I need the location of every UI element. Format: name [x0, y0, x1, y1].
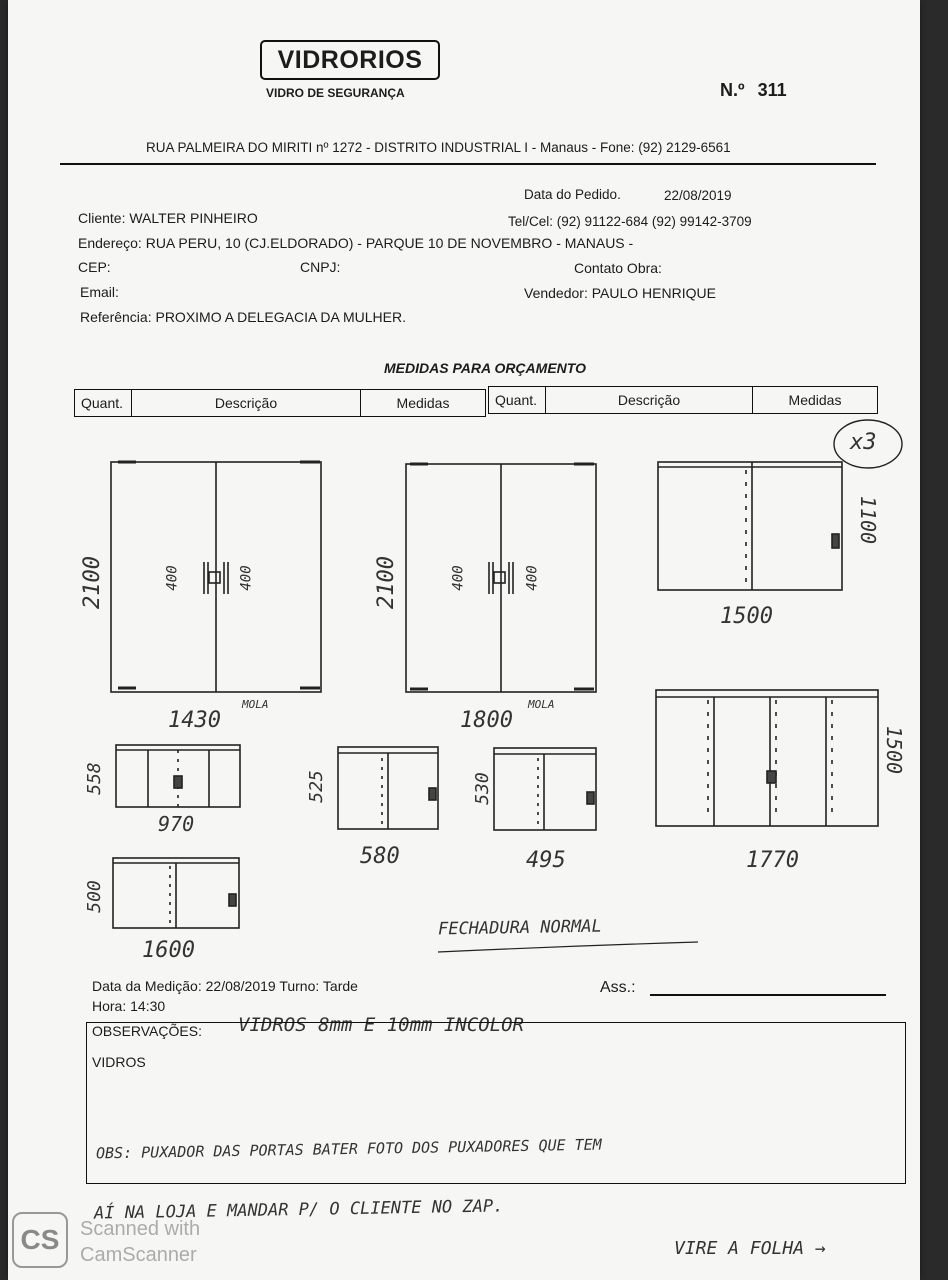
door2-width-label: 1800: [460, 708, 513, 733]
window3-frame: [494, 748, 596, 830]
watermark-line-1: Scanned with: [80, 1218, 201, 1240]
header-medidas: Medidas: [361, 390, 486, 417]
header-descricao: Descrição: [132, 390, 361, 417]
door1-handle-right-label: 400: [238, 565, 255, 591]
watermark-line-2: CamScanner: [80, 1244, 197, 1266]
observations-label: OBSERVAÇÕES:: [92, 1023, 202, 1039]
order-number-value: 311: [757, 80, 787, 100]
observations-box-label: VIDROS: [92, 1054, 146, 1070]
cep-field: CEP:: [78, 259, 111, 275]
order-date-label: Data do Pedido.: [524, 187, 621, 202]
door2-handle-left-label: 400: [450, 565, 467, 591]
door1-height-label: 2100: [79, 556, 105, 609]
salesperson: Vendedor: PAULO HENRIQUE: [524, 285, 716, 301]
door2-height-label: 2100: [373, 556, 399, 609]
header-quant-right: Quant.: [489, 387, 546, 414]
client-phone: Tel/Cel: (92) 91122-684 (92) 99142-3709: [508, 214, 752, 229]
section-title: MEDIDAS PARA ORÇAMENTO: [384, 360, 586, 376]
door1-handle-left-label: 400: [164, 565, 181, 591]
site-contact-field: Contato Obra:: [574, 260, 662, 276]
company-logo: VIDRORIOS: [260, 40, 440, 80]
panel-b-width-label: 1770: [746, 848, 799, 873]
client-name: Cliente: WALTER PINHEIRO: [78, 210, 258, 226]
door2-handle-right-label: 400: [524, 565, 541, 591]
qty-label: x3: [850, 430, 877, 455]
panel-a-width-label: 1500: [720, 604, 773, 629]
order-number-label: N.º: [720, 80, 745, 100]
company-address: RUA PALMEIRA DO MIRITI nº 1272 - DISTRITO INDUSTRIAL I - Manaus - Fone: (92) 2129-6561: [146, 140, 731, 155]
panel-b-height-label: 1500: [882, 725, 907, 775]
window1-width-label: 970: [158, 812, 195, 836]
header-medidas-right: Medidas: [753, 387, 878, 414]
panel-a-frame: [658, 462, 842, 590]
signature-line: [650, 994, 886, 996]
window2-height-label: 525: [305, 770, 327, 803]
window2-width-label: 580: [360, 844, 400, 869]
door1-width-label: 1430: [168, 708, 221, 733]
observations-handwritten: VIDROS 8mm E 10mm INCOLOR: [238, 1014, 524, 1036]
reference: Referência: PROXIMO A DELEGACIA DA MULHER.: [80, 309, 406, 325]
signature-label: Ass.:: [600, 979, 636, 996]
header-quant: Quant.: [75, 390, 132, 417]
measurement-time: Hora: 14:30: [92, 998, 166, 1014]
company-subtitle: VIDRO DE SEGURANÇA: [266, 86, 405, 100]
header-descricao-right: Descrição: [546, 387, 753, 414]
window3-width-label: 495: [526, 848, 566, 873]
panel-a-height-label: 1100: [856, 495, 881, 545]
panel-b-frame: [656, 690, 878, 826]
order-sheet: [8, 0, 920, 1280]
measurement-date: Data da Medição: 22/08/2019 Turno: Tarde: [92, 978, 358, 994]
order-date-value: 22/08/2019: [664, 188, 732, 203]
camscanner-logo: CS: [12, 1212, 68, 1268]
window4-height-label: 500: [83, 880, 105, 913]
lock-note: FECHADURA NORMAL: [437, 916, 602, 940]
note-line-1: OBS: PUXADOR DAS PORTAS BATER FOTO DOS PUXADORES QUE TEM: [95, 1135, 602, 1163]
turn-page-note: VIRE A FOLHA →: [674, 1238, 826, 1259]
email-field: Email:: [80, 284, 119, 300]
door2-mola-label: MOLA: [528, 698, 555, 711]
cnpj-field: CNPJ:: [300, 259, 341, 275]
window3-height-label: 530: [471, 772, 493, 805]
camscanner-watermark: [80, 1216, 200, 1268]
client-address: Endereço: RUA PERU, 10 (CJ.ELDORADO) - PARQUE 10 DE NOVEMBRO - MANAUS -: [78, 235, 634, 251]
door1-mola-label: MOLA: [242, 698, 269, 711]
window4-width-label: 1600: [142, 938, 195, 963]
window1-height-label: 558: [83, 762, 105, 795]
note-line-2: AÍ NA LOJA E MANDAR P/ O CLIENTE NO ZAP.: [93, 1196, 504, 1224]
